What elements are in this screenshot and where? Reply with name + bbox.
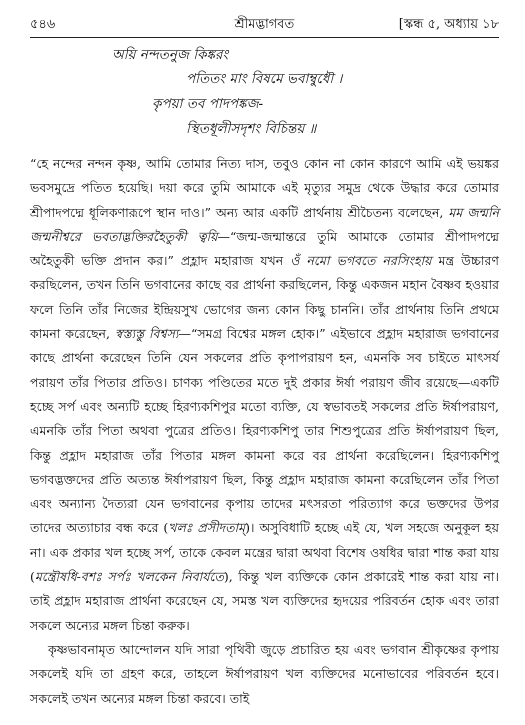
verse-line: কৃপয়া তব পাদপঙ্কজ- [152, 96, 264, 112]
purport-paragraph: কৃষ্ণভাবনামৃত আন্দোলন যদি সারা পৃথিবী জুড়ে প্রচারিত হয় এবং ভগবান শ্রীকৃষ্ণের কৃপায় সকলেই যদি তা গ্রহণ করে, তাহলে ঈর্ষাপরায়ণ খল ব্যক্তিদের মনোভাবের পরিবর্তন হবে। সকলেই তখন অন্যের মঙ্গল চিন্তা করবে। তাই [30, 641, 499, 706]
header-rule [30, 37, 499, 38]
italic-quote: ওঁ নমো ভগবতে নরসিংহায় [290, 253, 432, 269]
text-run: )। অসুবিধাটি হচ্ছে এই যে, খল সহজে অনুকূল হয় না। এক প্রকার খল হচ্ছে সর্প, তাকে কেবল মন্ত্রের দ্বারা অথবা বিশেষ ওষধির দ্বারা শান্ত করা যায় ( [30, 520, 499, 585]
text-run: মন্ত্র উচ্চারণ করছিলেন, তখন তিনি ভগবানের কাছে বর প্রার্থনা করছিলেন, কিন্তু একজন মহান বৈষ্ণব হওয়ার ফলে তিনি তাঁর নিজের ইন্দ্রিয়সুখ ভোগের জন্য কোন কিছু চাননি। তাঁর প্রার্থনায় তিনি প্রথমে কামনা করেছেন, [30, 253, 499, 342]
verse-line: পতিতং মাং বিষমে ভবাম্বুধৌ । [186, 71, 343, 87]
italic-quote: মন্ত্রৌষধি-বশঃ সর্পঃ খলকেন নিবার্যতে [34, 569, 224, 585]
purport-text [30, 152, 499, 711]
text-run: ), কিন্তু খল ব্যক্তিকে কোন প্রকারেই শান্ত করা যায় না। তাই প্রহ্লাদ মহারাজ প্রার্থনা করেছেন যে, সমস্ত খল ব্যক্তিদের হৃদয়ের পরিবর্তন হোক এবং তারা সকলে অন্যের মঙ্গল চিন্তা করুক। [30, 569, 499, 633]
book-title: শ্রীমদ্ভাগবত [234, 17, 295, 32]
page-number: ৫৪৬ [30, 17, 56, 32]
page-header [30, 14, 499, 36]
italic-quote: খলঃ প্রসীদতাম্ [168, 520, 246, 536]
text-run: —“জন্ম-জন্মান্তরে তুমি আমাকে তোমার শ্রীপাদপদ্মে অহৈতুকী ভক্তি প্রদান কর।” প্রহ্লাদ মহারাজ যখন [30, 228, 499, 269]
verse-line: অয়ি নন্দতনুজ কিঙ্করং [112, 47, 229, 63]
text-run: —“সমগ্র বিশ্বের মঙ্গল হোক।” এইভাবে প্রহ্লাদ মহারাজ ভগবানের কাছে প্রার্থনা করেছেন তিনি যেন সকলের প্রতি কৃপাপরায়ণ হন, এমনকি সব চাইতে মাৎসর্য পরায়ণ তাঁর পিতার প্রতিও। চাণক্য পণ্ডিতের মতে দুই প্রকার ঈর্ষা পরায়ণ জীব রয়েছে—একটি হচ্ছে সর্প এবং অন্যটি হচ্ছে হিরণ্যকশিপুর মতো ব্যক্তি, যে স্বভাবতই সকলের প্রতি ঈর্ষাপরায়ণ, এমনকি তাঁর পিতা অথবা পুত্রের প্রতিও। হিরণ্যকশিপু তার শিশুপুত্রের প্রতি ঈর্ষাপরায়ণ ছিল, কিন্তু প্রহ্লাদ মহারাজ তাঁর পিতার মঙ্গল কামনা করে বর প্রার্থনা করেছিলেন। হিরণ্যকশিপু ভগবদ্ভক্তদের প্রতি অত্যন্ত ঈর্ষাপরায়ণ ছিল, কিন্তু প্রহ্লাদ মহারাজ কামনা করেছিলেন তাঁর পিতা এবং অন্যান্য দৈত্যরা যেন ভগবানের কৃপায় তাদের মৎসরতা পরিত্যাগ করে ভক্তদের উপর তাদের অত্যাচার বন্ধ করে ( [30, 326, 499, 536]
section-reference: [স্কন্ধ ৫, অধ্যায় ১৮ [398, 17, 499, 32]
verse-line: স্থিতধূলীসদৃশং বিচিন্তয় ॥ [186, 121, 317, 137]
italic-quote: মম জন্মনি জন্মনীশ্বরে ভবতাদ্ভক্তিরহৈতুকী ত্বয়ি [30, 204, 500, 244]
italic-quote: স্বস্ত্যস্তু বিশ্বস্য [114, 326, 179, 342]
text-run: “হে নন্দের নন্দন কৃষ্ণ, আমি তোমার নিত্য দাস, তবুও কোন না কোন কারণে আমি এই ভয়ঙ্কর ভবসমুদ্রে পতিত হয়েছি। দয়া করে তুমি আমাকে এই মৃত্যুর সমুদ্র থেকে উদ্ধার করে তোমার শ্রীপাদপদ্মে ধূলিকণারূপে স্থান দাও।” অন্য আর একটি প্রার্থনায় শ্রীচৈতন্য বলেছেন, [30, 156, 499, 220]
purport-paragraph [30, 152, 499, 638]
